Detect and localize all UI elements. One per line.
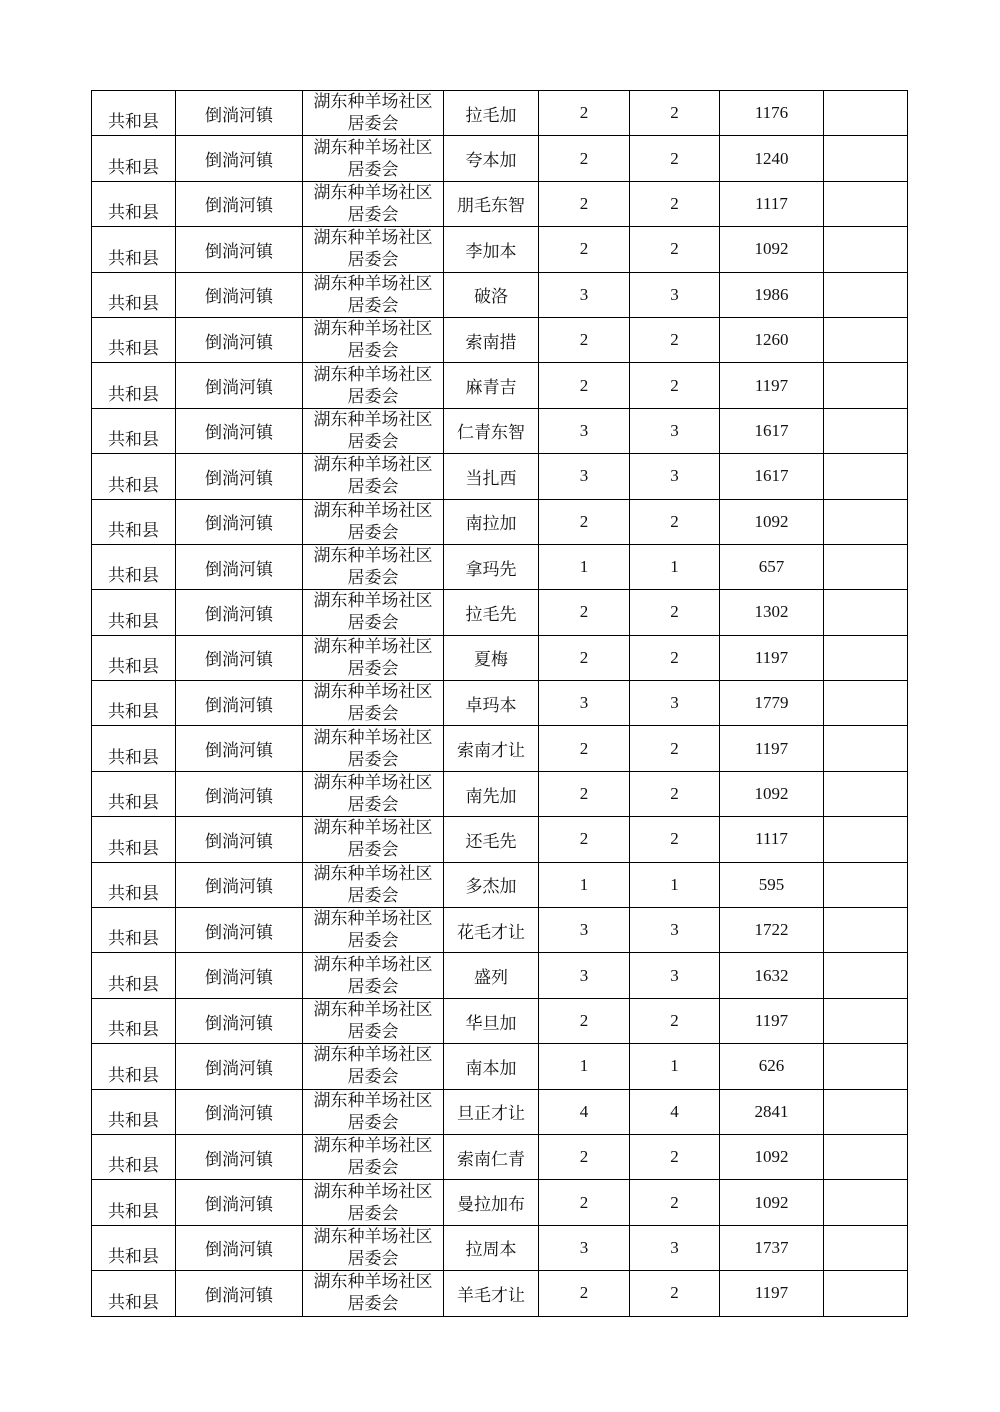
name-cell: 华旦加: [444, 998, 539, 1043]
county-cell: 共和县: [92, 544, 176, 589]
community-name-line1: 湖东种羊场社区: [313, 1272, 433, 1293]
county-cell: 共和县: [92, 998, 176, 1043]
household-size-cell: 3: [539, 408, 630, 453]
household-size-cell: 3: [539, 272, 630, 317]
town-cell: 倒淌河镇: [176, 862, 303, 907]
community-name-line2: 居委会: [347, 568, 399, 589]
covered-people-cell: 1: [630, 1044, 720, 1089]
household-size-cell: 2: [539, 998, 630, 1043]
household-size-cell: 2: [539, 1180, 630, 1225]
table-row: [92, 1044, 908, 1089]
remark-cell: [824, 1044, 908, 1089]
covered-people-cell: 3: [630, 408, 720, 453]
table-row: [92, 499, 908, 544]
community-cell: [303, 1134, 444, 1179]
remark-cell: [824, 499, 908, 544]
household-size-cell: 2: [539, 726, 630, 771]
covered-people-cell: 2: [630, 1134, 720, 1179]
community-cell: [303, 544, 444, 589]
covered-people-cell: 3: [630, 272, 720, 317]
remark-cell: [824, 181, 908, 226]
remark-cell: [824, 363, 908, 408]
name-cell: 李加本: [444, 227, 539, 272]
county-cell: 共和县: [92, 317, 176, 362]
community-name-line2: 居委会: [347, 1067, 399, 1088]
amount-cell: 1779: [720, 681, 824, 726]
name-cell: 拿玛先: [444, 544, 539, 589]
county-cell: 共和县: [92, 862, 176, 907]
remark-cell: [824, 136, 908, 181]
table-row: [92, 227, 908, 272]
town-cell: 倒淌河镇: [176, 1089, 303, 1134]
covered-people-cell: 2: [630, 590, 720, 635]
covered-people-cell: 2: [630, 363, 720, 408]
household-size-cell: 2: [539, 227, 630, 272]
town-cell: 倒淌河镇: [176, 91, 303, 136]
covered-people-cell: 2: [630, 227, 720, 272]
community-name-line2: 居委会: [347, 522, 399, 543]
community-cell: [303, 454, 444, 499]
name-cell: 南本加: [444, 1044, 539, 1089]
community-cell: [303, 499, 444, 544]
covered-people-cell: 3: [630, 681, 720, 726]
table-row: [92, 363, 908, 408]
table-row: [92, 862, 908, 907]
name-cell: 麻青吉: [444, 363, 539, 408]
community-cell: [303, 1044, 444, 1089]
amount-cell: 1117: [720, 181, 824, 226]
county-cell: 共和县: [92, 454, 176, 499]
town-cell: 倒淌河镇: [176, 227, 303, 272]
community-cell: [303, 181, 444, 226]
remark-cell: [824, 998, 908, 1043]
county-cell: 共和县: [92, 91, 176, 136]
amount-cell: 1197: [720, 1271, 824, 1316]
covered-people-cell: 2: [630, 635, 720, 680]
amount-cell: 1197: [720, 998, 824, 1043]
community-name-line2: 居委会: [347, 658, 399, 679]
remark-cell: [824, 227, 908, 272]
community-cell: [303, 272, 444, 317]
household-size-cell: 2: [539, 317, 630, 362]
covered-people-cell: 1: [630, 544, 720, 589]
household-size-cell: 2: [539, 181, 630, 226]
covered-people-cell: 3: [630, 1225, 720, 1270]
community-cell: [303, 408, 444, 453]
town-cell: 倒淌河镇: [176, 272, 303, 317]
community-name-line1: 湖东种羊场社区: [313, 682, 433, 703]
household-size-cell: 3: [539, 681, 630, 726]
covered-people-cell: 2: [630, 817, 720, 862]
community-name-line2: 居委会: [347, 613, 399, 634]
community-name-line2: 居委会: [347, 341, 399, 362]
covered-people-cell: 3: [630, 908, 720, 953]
table-row: [92, 1089, 908, 1134]
county-cell: 共和县: [92, 227, 176, 272]
table-body: [92, 91, 908, 1317]
community-name-line2: 居委会: [347, 159, 399, 180]
household-size-cell: 3: [539, 953, 630, 998]
name-cell: 夏梅: [444, 635, 539, 680]
community-name-line1: 湖东种羊场社区: [313, 1181, 433, 1202]
amount-cell: 1197: [720, 635, 824, 680]
county-cell: 共和县: [92, 408, 176, 453]
table-row: [92, 908, 908, 953]
name-cell: 旦正才让: [444, 1089, 539, 1134]
community-cell: [303, 227, 444, 272]
name-cell: 拉周本: [444, 1225, 539, 1270]
community-name-line2: 居委会: [347, 250, 399, 271]
community-name-line1: 湖东种羊场社区: [313, 364, 433, 385]
amount-cell: 1260: [720, 317, 824, 362]
community-name-line2: 居委会: [347, 204, 399, 225]
remark-cell: [824, 1134, 908, 1179]
county-cell: 共和县: [92, 1225, 176, 1270]
covered-people-cell: 2: [630, 1180, 720, 1225]
table-row: [92, 544, 908, 589]
remark-cell: [824, 1271, 908, 1316]
community-name-line1: 湖东种羊场社区: [313, 92, 433, 113]
name-cell: 索南仁青: [444, 1134, 539, 1179]
name-cell: 夸本加: [444, 136, 539, 181]
remark-cell: [824, 953, 908, 998]
amount-cell: 1092: [720, 499, 824, 544]
amount-cell: 595: [720, 862, 824, 907]
community-name-line1: 湖东种羊场社区: [313, 591, 433, 612]
remark-cell: [824, 454, 908, 499]
community-name-line1: 湖东种羊场社区: [313, 1000, 433, 1020]
household-size-cell: 1: [539, 1044, 630, 1089]
remark-cell: [824, 408, 908, 453]
community-name-line1: 湖东种羊场社区: [313, 818, 433, 839]
covered-people-cell: 1: [630, 862, 720, 907]
covered-people-cell: 2: [630, 181, 720, 226]
table-row: [92, 771, 908, 816]
community-name-line1: 湖东种羊场社区: [313, 546, 433, 567]
remark-cell: [824, 862, 908, 907]
community-name-line1: 湖东种羊场社区: [313, 319, 433, 340]
household-size-cell: 2: [539, 635, 630, 680]
community-name-line1: 湖东种羊场社区: [313, 1045, 433, 1066]
covered-people-cell: 2: [630, 499, 720, 544]
town-cell: 倒淌河镇: [176, 136, 303, 181]
community-name-line1: 湖东种羊场社区: [313, 273, 433, 294]
amount-cell: 1092: [720, 227, 824, 272]
community-name-line1: 湖东种羊场社区: [313, 727, 433, 748]
amount-cell: 1617: [720, 408, 824, 453]
remark-cell: [824, 817, 908, 862]
name-cell: 卓玛本: [444, 681, 539, 726]
town-cell: 倒淌河镇: [176, 908, 303, 953]
county-cell: 共和县: [92, 136, 176, 181]
table-row: [92, 91, 908, 136]
name-cell: 当扎西: [444, 454, 539, 499]
remark-cell: [824, 544, 908, 589]
community-name-line2: 居委会: [347, 976, 399, 997]
county-cell: 共和县: [92, 181, 176, 226]
community-cell: [303, 91, 444, 136]
community-cell: [303, 317, 444, 362]
table-row: [92, 726, 908, 771]
table-row: [92, 408, 908, 453]
amount-cell: 1197: [720, 726, 824, 771]
remark-cell: [824, 1180, 908, 1225]
town-cell: 倒淌河镇: [176, 544, 303, 589]
community-name-line1: 湖东种羊场社区: [313, 954, 433, 975]
remark-cell: [824, 1089, 908, 1134]
community-cell: [303, 726, 444, 771]
household-size-cell: 3: [539, 908, 630, 953]
covered-people-cell: 2: [630, 91, 720, 136]
community-name-line2: 居委会: [347, 1022, 399, 1042]
county-cell: 共和县: [92, 771, 176, 816]
covered-people-cell: 2: [630, 1271, 720, 1316]
town-cell: 倒淌河镇: [176, 408, 303, 453]
community-cell: [303, 136, 444, 181]
remark-cell: [824, 272, 908, 317]
name-cell: 曼拉加布: [444, 1180, 539, 1225]
covered-people-cell: 2: [630, 771, 720, 816]
county-cell: 共和县: [92, 1089, 176, 1134]
community-name-line2: 居委会: [347, 704, 399, 725]
amount-cell: 1092: [720, 1180, 824, 1225]
name-cell: 花毛才让: [444, 908, 539, 953]
county-cell: 共和县: [92, 1180, 176, 1225]
name-cell: 拉毛加: [444, 91, 539, 136]
town-cell: 倒淌河镇: [176, 363, 303, 408]
town-cell: 倒淌河镇: [176, 1225, 303, 1270]
covered-people-cell: 2: [630, 317, 720, 362]
amount-cell: 1737: [720, 1225, 824, 1270]
community-cell: [303, 635, 444, 680]
town-cell: 倒淌河镇: [176, 1044, 303, 1089]
community-name-line1: 湖东种羊场社区: [313, 773, 433, 794]
remark-cell: [824, 1225, 908, 1270]
relief-recipient-table: [91, 90, 908, 1317]
table-row: [92, 681, 908, 726]
county-cell: 共和县: [92, 363, 176, 408]
community-cell: [303, 590, 444, 635]
community-name-line2: 居委会: [347, 477, 399, 498]
table-row: [92, 1271, 908, 1316]
community-name-line2: 居委会: [347, 295, 399, 316]
community-cell: [303, 908, 444, 953]
community-name-line2: 居委会: [347, 1203, 399, 1224]
amount-cell: 1617: [720, 454, 824, 499]
community-name-line2: 居委会: [347, 114, 399, 135]
remark-cell: [824, 771, 908, 816]
community-cell: [303, 862, 444, 907]
household-size-cell: 1: [539, 544, 630, 589]
county-cell: 共和县: [92, 817, 176, 862]
town-cell: 倒淌河镇: [176, 681, 303, 726]
remark-cell: [824, 908, 908, 953]
name-cell: 仁青东智: [444, 408, 539, 453]
table-row: [92, 590, 908, 635]
name-cell: 羊毛才让: [444, 1271, 539, 1316]
amount-cell: 657: [720, 544, 824, 589]
name-cell: 索南才让: [444, 726, 539, 771]
community-name-line2: 居委会: [347, 795, 399, 816]
community-name-line1: 湖东种羊场社区: [313, 228, 433, 249]
community-name-line2: 居委会: [347, 840, 399, 861]
table-row: [92, 136, 908, 181]
household-size-cell: 1: [539, 862, 630, 907]
household-size-cell: 2: [539, 817, 630, 862]
table-row: [92, 1180, 908, 1225]
household-size-cell: 2: [539, 91, 630, 136]
town-cell: 倒淌河镇: [176, 1180, 303, 1225]
community-cell: [303, 1271, 444, 1316]
county-cell: 共和县: [92, 272, 176, 317]
community-name-line1: 湖东种羊场社区: [313, 1136, 433, 1157]
covered-people-cell: 3: [630, 953, 720, 998]
household-size-cell: 2: [539, 1271, 630, 1316]
name-cell: 索南措: [444, 317, 539, 362]
county-cell: 共和县: [92, 590, 176, 635]
community-name-line1: 湖东种羊场社区: [313, 137, 433, 158]
county-cell: 共和县: [92, 499, 176, 544]
town-cell: 倒淌河镇: [176, 635, 303, 680]
name-cell: 拉毛先: [444, 590, 539, 635]
community-name-line2: 居委会: [347, 386, 399, 407]
remark-cell: [824, 681, 908, 726]
amount-cell: 1092: [720, 1134, 824, 1179]
community-cell: [303, 1180, 444, 1225]
amount-cell: 1632: [720, 953, 824, 998]
town-cell: 倒淌河镇: [176, 771, 303, 816]
community-name-line2: 居委会: [347, 1112, 399, 1133]
household-size-cell: 2: [539, 363, 630, 408]
name-cell: 南拉加: [444, 499, 539, 544]
table-row: [92, 953, 908, 998]
remark-cell: [824, 317, 908, 362]
table-row: [92, 1225, 908, 1270]
remark-cell: [824, 590, 908, 635]
table-row: [92, 317, 908, 362]
amount-cell: 1240: [720, 136, 824, 181]
name-cell: 朋毛东智: [444, 181, 539, 226]
community-name-line2: 居委会: [347, 931, 399, 952]
community-name-line1: 湖东种羊场社区: [313, 409, 433, 430]
county-cell: 共和县: [92, 635, 176, 680]
community-cell: [303, 771, 444, 816]
amount-cell: 1117: [720, 817, 824, 862]
name-cell: 多杰加: [444, 862, 539, 907]
covered-people-cell: 3: [630, 454, 720, 499]
household-size-cell: 3: [539, 454, 630, 499]
community-name-line1: 湖东种羊场社区: [313, 636, 433, 657]
town-cell: 倒淌河镇: [176, 181, 303, 226]
community-name-line1: 湖东种羊场社区: [313, 1090, 433, 1111]
community-name-line1: 湖东种羊场社区: [313, 182, 433, 203]
table-row: [92, 635, 908, 680]
table-row: [92, 1134, 908, 1179]
amount-cell: 1092: [720, 771, 824, 816]
town-cell: 倒淌河镇: [176, 998, 303, 1043]
county-cell: 共和县: [92, 953, 176, 998]
amount-cell: 626: [720, 1044, 824, 1089]
covered-people-cell: 2: [630, 998, 720, 1043]
household-size-cell: 2: [539, 1134, 630, 1179]
amount-cell: 1176: [720, 91, 824, 136]
town-cell: 倒淌河镇: [176, 726, 303, 771]
name-cell: 南先加: [444, 771, 539, 816]
community-cell: [303, 363, 444, 408]
community-name-line2: 居委会: [347, 1158, 399, 1179]
table-row: [92, 998, 908, 1043]
name-cell: 盛列: [444, 953, 539, 998]
community-cell: [303, 998, 444, 1043]
table-row: [92, 181, 908, 226]
household-size-cell: 4: [539, 1089, 630, 1134]
community-name-line2: 居委会: [347, 1248, 399, 1269]
remark-cell: [824, 635, 908, 680]
community-name-line2: 居委会: [347, 749, 399, 770]
household-size-cell: 3: [539, 1225, 630, 1270]
table-row: [92, 272, 908, 317]
covered-people-cell: 2: [630, 726, 720, 771]
remark-cell: [824, 91, 908, 136]
town-cell: 倒淌河镇: [176, 454, 303, 499]
county-cell: 共和县: [92, 1044, 176, 1089]
community-name-line1: 湖东种羊场社区: [313, 1226, 433, 1247]
community-name-line2: 居委会: [347, 1294, 399, 1315]
household-size-cell: 2: [539, 590, 630, 635]
name-cell: 破洛: [444, 272, 539, 317]
community-name-line1: 湖东种羊场社区: [313, 455, 433, 476]
community-name-line1: 湖东种羊场社区: [313, 909, 433, 930]
county-cell: 共和县: [92, 681, 176, 726]
county-cell: 共和县: [92, 908, 176, 953]
covered-people-cell: 2: [630, 136, 720, 181]
town-cell: 倒淌河镇: [176, 1134, 303, 1179]
community-name-line2: 居委会: [347, 431, 399, 452]
town-cell: 倒淌河镇: [176, 953, 303, 998]
amount-cell: 1302: [720, 590, 824, 635]
community-cell: [303, 1225, 444, 1270]
amount-cell: 1722: [720, 908, 824, 953]
remark-cell: [824, 726, 908, 771]
community-name-line2: 居委会: [347, 885, 399, 906]
town-cell: 倒淌河镇: [176, 317, 303, 362]
town-cell: 倒淌河镇: [176, 817, 303, 862]
household-size-cell: 2: [539, 771, 630, 816]
amount-cell: 1986: [720, 272, 824, 317]
town-cell: 倒淌河镇: [176, 499, 303, 544]
town-cell: 倒淌河镇: [176, 590, 303, 635]
name-cell: 还毛先: [444, 817, 539, 862]
amount-cell: 2841: [720, 1089, 824, 1134]
community-cell: [303, 681, 444, 726]
town-cell: 倒淌河镇: [176, 1271, 303, 1316]
county-cell: 共和县: [92, 1271, 176, 1316]
household-size-cell: 2: [539, 136, 630, 181]
covered-people-cell: 4: [630, 1089, 720, 1134]
county-cell: 共和县: [92, 726, 176, 771]
household-size-cell: 2: [539, 499, 630, 544]
community-cell: [303, 953, 444, 998]
county-cell: 共和县: [92, 1134, 176, 1179]
community-cell: [303, 817, 444, 862]
amount-cell: 1197: [720, 363, 824, 408]
community-name-line1: 湖东种羊场社区: [313, 500, 433, 521]
community-name-line1: 湖东种羊场社区: [313, 863, 433, 884]
community-cell: [303, 1089, 444, 1134]
table-row: [92, 454, 908, 499]
table-row: [92, 817, 908, 862]
